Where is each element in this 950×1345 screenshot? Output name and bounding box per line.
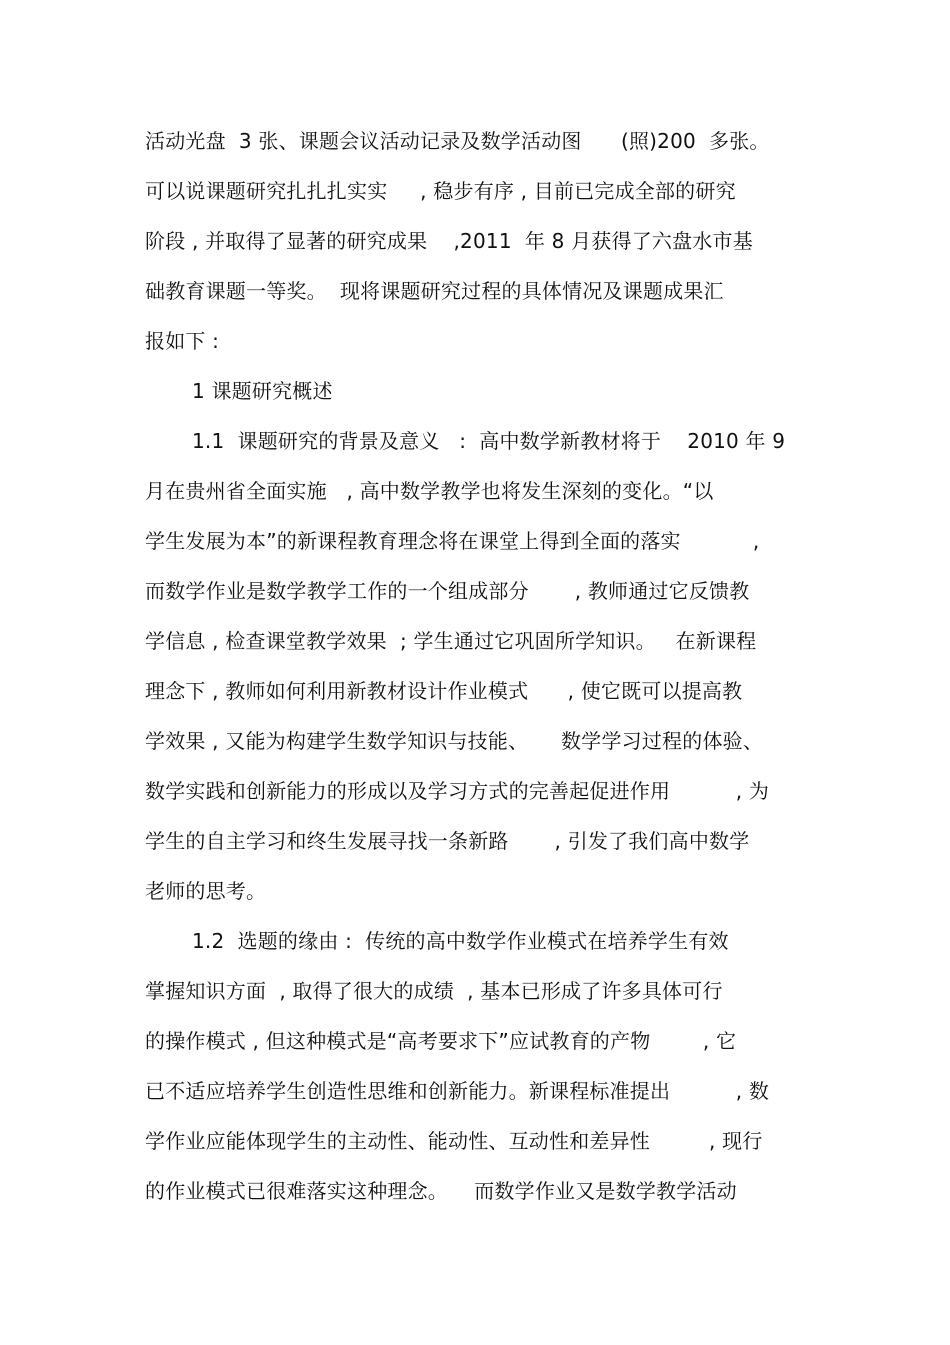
body-text-line: 可以说课题研究扎扎扎实实 , 稳步有序 , 目前已完成全部的研究 [145,179,736,203]
body-text-line: 报如下 : [145,329,220,353]
body-text-line: 学生发展为本”的新课程教育理念将在课堂上得到全面的落实 , [145,529,760,553]
body-text-line: 础教育课题一等奖。 现将课题研究过程的具体情况及课题成果汇 [145,279,724,303]
body-text-line: 月在贵州省全面实施 , 高中数学教学也将发生深刻的变化。“以 [145,479,714,503]
body-text-line: 而数学作业是数学教学工作的一个组成部分 , 教师通过它反馈教 [145,579,750,603]
body-text-line: 学信息 , 检查课堂教学效果 ; 学生通过它巩固所学知识。 在新课程 [145,629,757,653]
body-text-line: 的操作模式 , 但这种模式是“高考要求下”应试教育的产物 , 它 [145,1029,737,1053]
body-text-line: 数学实践和创新能力的形成以及学习方式的完善起促进作用 , 为 [145,779,770,803]
body-text-line: 老师的思考。 [145,879,267,903]
subsection-paragraph-start: 1.2 选题的缘由 : 传统的高中数学作业模式在培养学生有效 [192,929,729,953]
body-text-line: 掌握知识方面 , 取得了很大的成绩 , 基本已形成了许多具体可行 [145,979,723,1003]
body-text-line: 的作业模式已很难落实这种理念。 而数学作业又是数学教学活动 [145,1179,737,1203]
body-text-line: 已不适应培养学生创造性思维和创新能力。新课程标准提出 , 数 [145,1079,770,1103]
section-heading: 1 课题研究概述 [192,379,333,403]
body-text-line: 学效果 , 又能为构建学生数学知识与技能、 数学学习过程的体验、 [145,729,764,753]
body-text-line: 学生的自主学习和终生发展寻找一条新路 , 引发了我们高中数学 [145,829,750,853]
body-text-line: 活动光盘 3 张、课题会议活动记录及数学活动图 (照)200 多张。 [145,129,770,153]
subsection-paragraph-start: 1.1 课题研究的背景及意义 : 高中数学新教材将于 2010 年 9 [192,429,786,453]
body-text-line: 阶段 , 并取得了显著的研究成果 ,2011 年 8 月获得了六盘水市基 [145,229,753,253]
body-text-line: 理念下 , 教师如何利用新教材设计作业模式 , 使它既可以提高教 [145,679,743,703]
body-text-line: 学作业应能体现学生的主动性、能动性、互动性和差异性 , 现行 [145,1129,763,1153]
